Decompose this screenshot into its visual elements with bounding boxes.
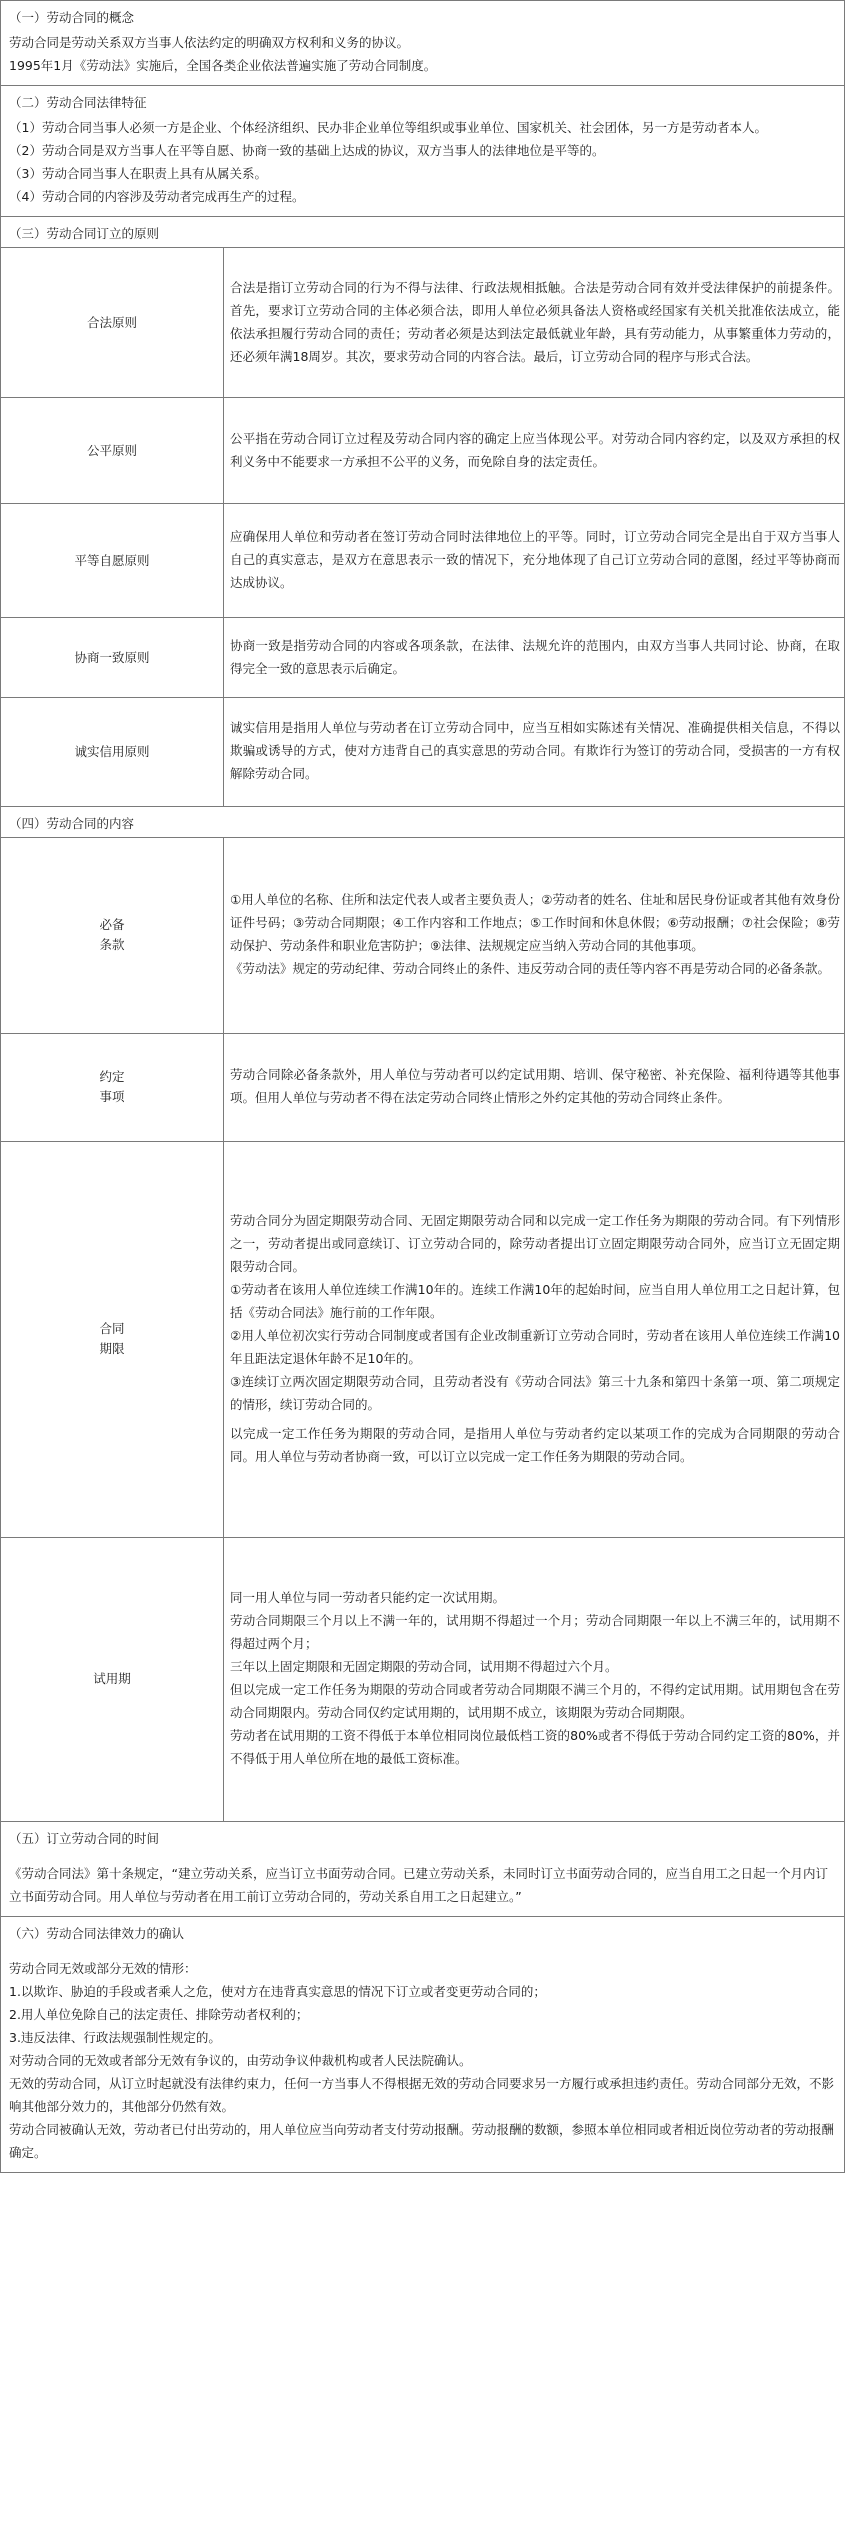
table-row [1, 1141, 844, 1537]
row-content [224, 398, 845, 504]
section-legal-features [1, 86, 844, 217]
label-line: 条款 [99, 937, 125, 952]
section-signing-time [1, 1822, 844, 1917]
paragraph: 同一用人单位与同一劳动者只能约定一次试用期。 [230, 1590, 506, 1606]
section-title: （二）劳动合同法律特征 [9, 95, 147, 110]
paragraph: 公平指在劳动合同订立过程及劳动合同内容的确定上应当体现公平。对劳动合同内容约定，以及双方承担的权利义务中不能要求一方承担不公平的义务，而免除自身的法定责任。 [230, 430, 840, 469]
paragraph: 3.违反法律、行政法规强制性规定的。 [9, 2030, 221, 2045]
section-body [1, 31, 844, 85]
table-row [1, 248, 844, 398]
section-contents [1, 807, 844, 1823]
paragraph: 无效的劳动合同，从订立时起就没有法律约束力，任何一方当事人不得根据无效的劳动合同要求另一方履行或承担违约责任。劳动合同部分无效，不影响其他部分效力的，其他部分仍然有效。 [9, 2076, 835, 2114]
paragraph: 三年以上固定期限和无固定期限的劳动合同，试用期不得超过六个月。 [230, 1659, 618, 1675]
paragraph: 《劳动法》规定的劳动纪律、劳动合同终止的条件、违反劳动合同的责任等内容不再是劳动合同的必备条款。 [230, 961, 831, 976]
row-content [224, 698, 845, 806]
paragraph: （3）劳动合同当事人在职责上具有从属关系。 [9, 166, 267, 181]
table-row [1, 618, 844, 698]
section-body [1, 1947, 844, 2172]
paragraph: 协商一致是指劳动合同的内容或各项条款，在法律、法规允许的范围内，由双方当事人共同讨论、协商，在取得完全一致的意思表示后确定。 [230, 637, 840, 676]
paragraph: ③连续订立两次固定期限劳动合同，且劳动者没有《劳动合同法》第三十九条和第四十条第一项、第二项规定的情形，续订劳动合同的。 [230, 1373, 840, 1412]
paragraph: （4）劳动合同的内容涉及劳动者完成再生产的过程。 [9, 189, 305, 204]
section-validity [1, 1917, 844, 2172]
paragraph: 《劳动合同法》第十条规定，“建立劳动关系，应当订立书面劳动合同。已建立劳动关系，未同时订立书面劳动合同的，应当自用工之日起一个月内订立书面劳动合同。用人单位与劳动者在用工前订立劳动合同的，劳动关系自用工之日起建立。” [9, 1866, 828, 1904]
paragraph: ②用人单位初次实行劳动合同制度或者国有企业改制重新订立劳动合同时，劳动者在该用人单位连续工作满10年且距法定退休年龄不足10年的。 [230, 1327, 840, 1366]
section-title: （四）劳动合同的内容 [9, 815, 135, 831]
label-line: 期限 [99, 1341, 125, 1356]
principles-table [1, 247, 844, 806]
row-label: 合法原则 [1, 248, 224, 398]
row-label: 公平原则 [1, 398, 224, 504]
row-content [224, 618, 845, 698]
label-line: 事项 [99, 1089, 125, 1104]
paragraph: （1）劳动合同当事人必须一方是企业、个体经济组织、民办非企业单位等组织或事业单位、国家机关、社会团体，另一方是劳动者本人。 [9, 120, 767, 135]
paragraph: 劳动合同分为固定期限劳动合同、无固定期限劳动合同和以完成一定工作任务为期限的劳动合同。有下列情形之一，劳动者提出或同意续订、订立劳动合同的，除劳动者提出订立固定期限劳动合同外，应当订立无固定期限劳动合同。 [230, 1212, 840, 1274]
table-row [1, 1537, 844, 1821]
paragraph: 劳动合同被确认无效，劳动者已付出劳动的，用人单位应当向劳动者支付劳动报酬。劳动报酬的数额，参照本单位相同或者相近岗位劳动者的劳动报酬确定。 [9, 2122, 835, 2160]
paragraph: 劳动合同无效或部分无效的情形： [9, 1961, 197, 1976]
paragraph: 劳动合同除必备条款外，用人单位与劳动者可以约定试用期、培训、保守秘密、补充保险、福利待遇等其他事项。但用人单位与劳动者不得在法定劳动合同终止情形之外约定其他的劳动合同终止条件。 [230, 1067, 840, 1105]
paragraph: 诚实信用是指用人单位与劳动者在订立劳动合同中，应当互相如实陈述有关情况、准确提供相关信息，不得以欺骗或诱导的方式，使对方违背自己的真实意思的劳动合同。有欺诈行为签订的劳动合同，受损害的一方有权解除劳动合同。 [230, 720, 840, 782]
paragraph: 劳动合同期限三个月以上不满一年的，试用期不得超过一个月；劳动合同期限一年以上不满三年的，试用期不得超过两个月； [230, 1613, 840, 1652]
contents-table [1, 837, 844, 1822]
paragraph: 2.用人单位免除自己的法定责任、排除劳动者权利的； [9, 2007, 309, 2022]
table-row [1, 837, 844, 1033]
row-content [224, 1033, 845, 1141]
paragraph: 劳动者在试用期的工资不得低于本单位相同岗位最低档工资的80%或者不得低于劳动合同约定工资的80%，并不得低于用人单位所在地的最低工资标准。 [230, 1728, 840, 1767]
section-concept [1, 1, 844, 86]
section-body [1, 116, 844, 216]
paragraph: （2）劳动合同是双方当事人在平等自愿、协商一致的基础上达成的协议，双方当事人的法律地位是平等的。 [9, 143, 605, 158]
row-content [224, 504, 845, 618]
label-line: 约定 [99, 1069, 125, 1084]
paragraph: ①劳动者在该用人单位连续工作满10年的。连续工作满10年的起始时间，应当自用人单位用工之日起计算，包括《劳动合同法》施行前的工作年限。 [230, 1281, 840, 1320]
section-title: （五）订立劳动合同的时间 [9, 1831, 160, 1846]
section-body [1, 1852, 844, 1916]
section-title: （六）劳动合同法律效力的确认 [9, 1926, 185, 1941]
table-row [1, 504, 844, 618]
table-row [1, 1033, 844, 1141]
row-content [224, 248, 845, 398]
paragraph: 合法是指订立劳动合同的行为不得与法律、行政法规相抵触。合法是劳动合同有效并受法律保护的前提条件。首先，要求订立劳动合同的主体必须合法，即用人单位必须具备法人资格或经国家有关机关批准依法成立，能依法承担履行劳动合同的责任；劳动者必须是达到法定最低就业年龄，具有劳动能力，从事繁重体力劳动的，还必须年满18周岁。其次，要求劳动合同的内容合法。最后，订立劳动合同的程序与形式合法。 [230, 279, 840, 364]
row-content [224, 1537, 845, 1821]
label-line: 试用期 [93, 1671, 131, 1687]
row-label [1, 1033, 224, 1141]
row-label [1, 1141, 224, 1537]
paragraph: 以完成一定工作任务为期限的劳动合同，是指用人单位与劳动者约定以某项工作的完成为合同期限的劳动合同。用人单位与劳动者协商一致，可以订立以完成一定工作任务为期限的劳动合同。 [230, 1425, 840, 1464]
paragraph: 1.以欺诈、胁迫的手段或者乘人之危，使对方在违背真实意思的情况下订立或者变更劳动合同的； [9, 1984, 546, 1999]
label-line: 必备 [99, 917, 125, 932]
row-label: 协商一致原则 [1, 618, 224, 698]
paragraph: 劳动合同是劳动关系双方当事人依法约定的明确双方权利和义务的协议。 [9, 35, 410, 50]
table-row [1, 698, 844, 806]
label-line: 合同 [99, 1321, 125, 1336]
table-row [1, 398, 844, 504]
row-content [224, 1141, 845, 1537]
row-label [1, 1537, 224, 1821]
row-label: 平等自愿原则 [1, 504, 224, 618]
row-label [1, 837, 224, 1033]
section-title: （一）劳动合同的概念 [9, 10, 135, 25]
paragraph: ①用人单位的名称、住所和法定代表人或者主要负责人；②劳动者的姓名、住址和居民身份证或者其他有效身份证件号码；③劳动合同期限；④工作内容和工作地点；⑤工作时间和休息休假；⑥劳动报酬；⑦社会保险；⑧劳动保护、劳动条件和职业危害防护；⑨法律、法规规定应当纳入劳动合同的其他事项。 [230, 892, 840, 953]
section-principles [1, 217, 844, 807]
row-content [224, 837, 845, 1033]
paragraph: 但以完成一定工作任务为期限的劳动合同或者劳动合同期限不满三个月的，不得约定试用期。试用期包含在劳动合同期限内。劳动合同仅约定试用期的，试用期不成立，该期限为劳动合同期限。 [230, 1682, 840, 1721]
paragraph: 对劳动合同的无效或者部分无效有争议的，由劳动争议仲裁机构或者人民法院确认。 [9, 2053, 472, 2068]
paragraph: 1995年1月《劳动法》实施后，全国各类企业依法普遍实施了劳动合同制度。 [9, 58, 437, 73]
section-title: （三）劳动合同订立的原则 [9, 226, 160, 241]
paragraph: 应确保用人单位和劳动者在签订劳动合同时法律地位上的平等。同时，订立劳动合同完全是出自于双方当事人自己的真实意志，是双方在意思表示一致的情况下，充分地体现了自己订立劳动合同的意图，经过平等协商而达成协议。 [230, 529, 840, 590]
row-label: 诚实信用原则 [1, 698, 224, 806]
